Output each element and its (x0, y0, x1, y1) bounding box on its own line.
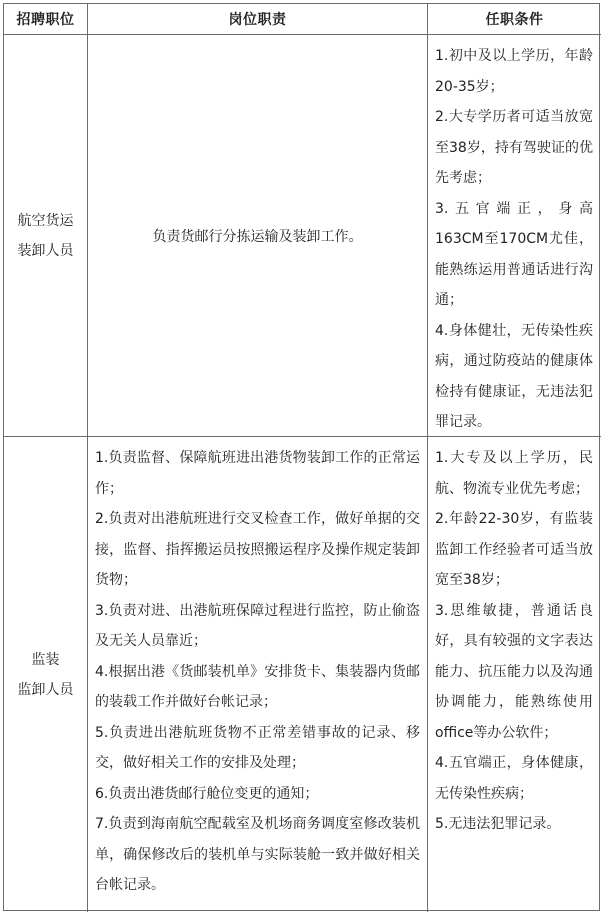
requirements-loading-supervisor (428, 437, 601, 912)
position-cargo-handler (4, 35, 88, 437)
requirement-item: 1.初中及以上学历，年龄20-35岁； (435, 48, 593, 95)
requirement-item: 3.思维敏捷，普通话良好，具有较强的文字表达能力、抗压能力以及沟通协调能力，能熟练使用office等办公软件； (435, 602, 593, 741)
position-title-line2: 监卸人员 (17, 681, 74, 698)
duties-cargo-handler (88, 35, 428, 437)
recruitment-table (3, 3, 600, 911)
duty-item: 3.负责对进、出港航班保障过程进行监控，防止偷盗及无关人员靠近； (95, 602, 420, 649)
duty-item: 6.负责出港货邮行舱位变更的通知； (95, 785, 319, 802)
requirement-item: 2.大专学历者可适当放宽至38岁，持有驾驶证的优先考虑； (435, 109, 593, 186)
position-title-line1: 航空货运 (17, 212, 74, 229)
duties-loading-supervisor (88, 437, 428, 912)
header-duties: 岗位职责 (88, 4, 428, 35)
duty-item: 5.负责进出港航班货物不正常差错事故的记录、移交，做好相关工作的安排及处理； (95, 724, 420, 771)
requirement-item: 3.五官端正，身高163CM至170CM尤佳，能熟练运用普通话进行沟通； (435, 200, 593, 308)
duty-text: 负责货邮行分拣运输及装卸工作。 (152, 228, 363, 245)
duty-item: 1.负责监督、保障航班进出港货物装卸工作的正常运作； (95, 450, 420, 497)
position-loading-supervisor (4, 437, 88, 912)
requirements-cargo-handler (428, 35, 601, 437)
duty-item: 2.负责对出港航班进行交叉检查工作，做好单据的交接，监督、指挥搬运员按照搬运程序及操作规定装卸货物； (95, 511, 420, 588)
requirement-item: 4.五官端正，身体健康，无传染性疾病； (435, 755, 593, 802)
requirement-item: 5.无违法犯罪记录。 (435, 816, 561, 832)
requirement-item: 2.年龄22-30岁，有监装监卸工作经验者可适当放宽至38岁； (435, 511, 593, 588)
requirement-item: 4.身体健壮，无传染性疾病，通过防疫站的健康体检持有健康证，无违法犯罪记录。 (435, 322, 593, 430)
header-position: 招聘职位 (4, 4, 88, 35)
header-requirements: 任职条件 (428, 4, 601, 35)
duty-item: 7.负责到海南航空配载室及机场商务调度室修改装机单，确保修改后的装机单与实际装舱一致并做好相关台帐记录。 (95, 816, 420, 893)
requirement-item: 1.大专及以上学历，民航、物流专业优先考虑； (435, 450, 593, 497)
position-title-line1: 监装 (31, 651, 60, 668)
position-title-line2: 装卸人员 (17, 242, 74, 259)
duty-item: 4.根据出港《货邮装机单》安排货卡、集装器内货邮的装载工作并做好台帐记录； (95, 663, 420, 710)
